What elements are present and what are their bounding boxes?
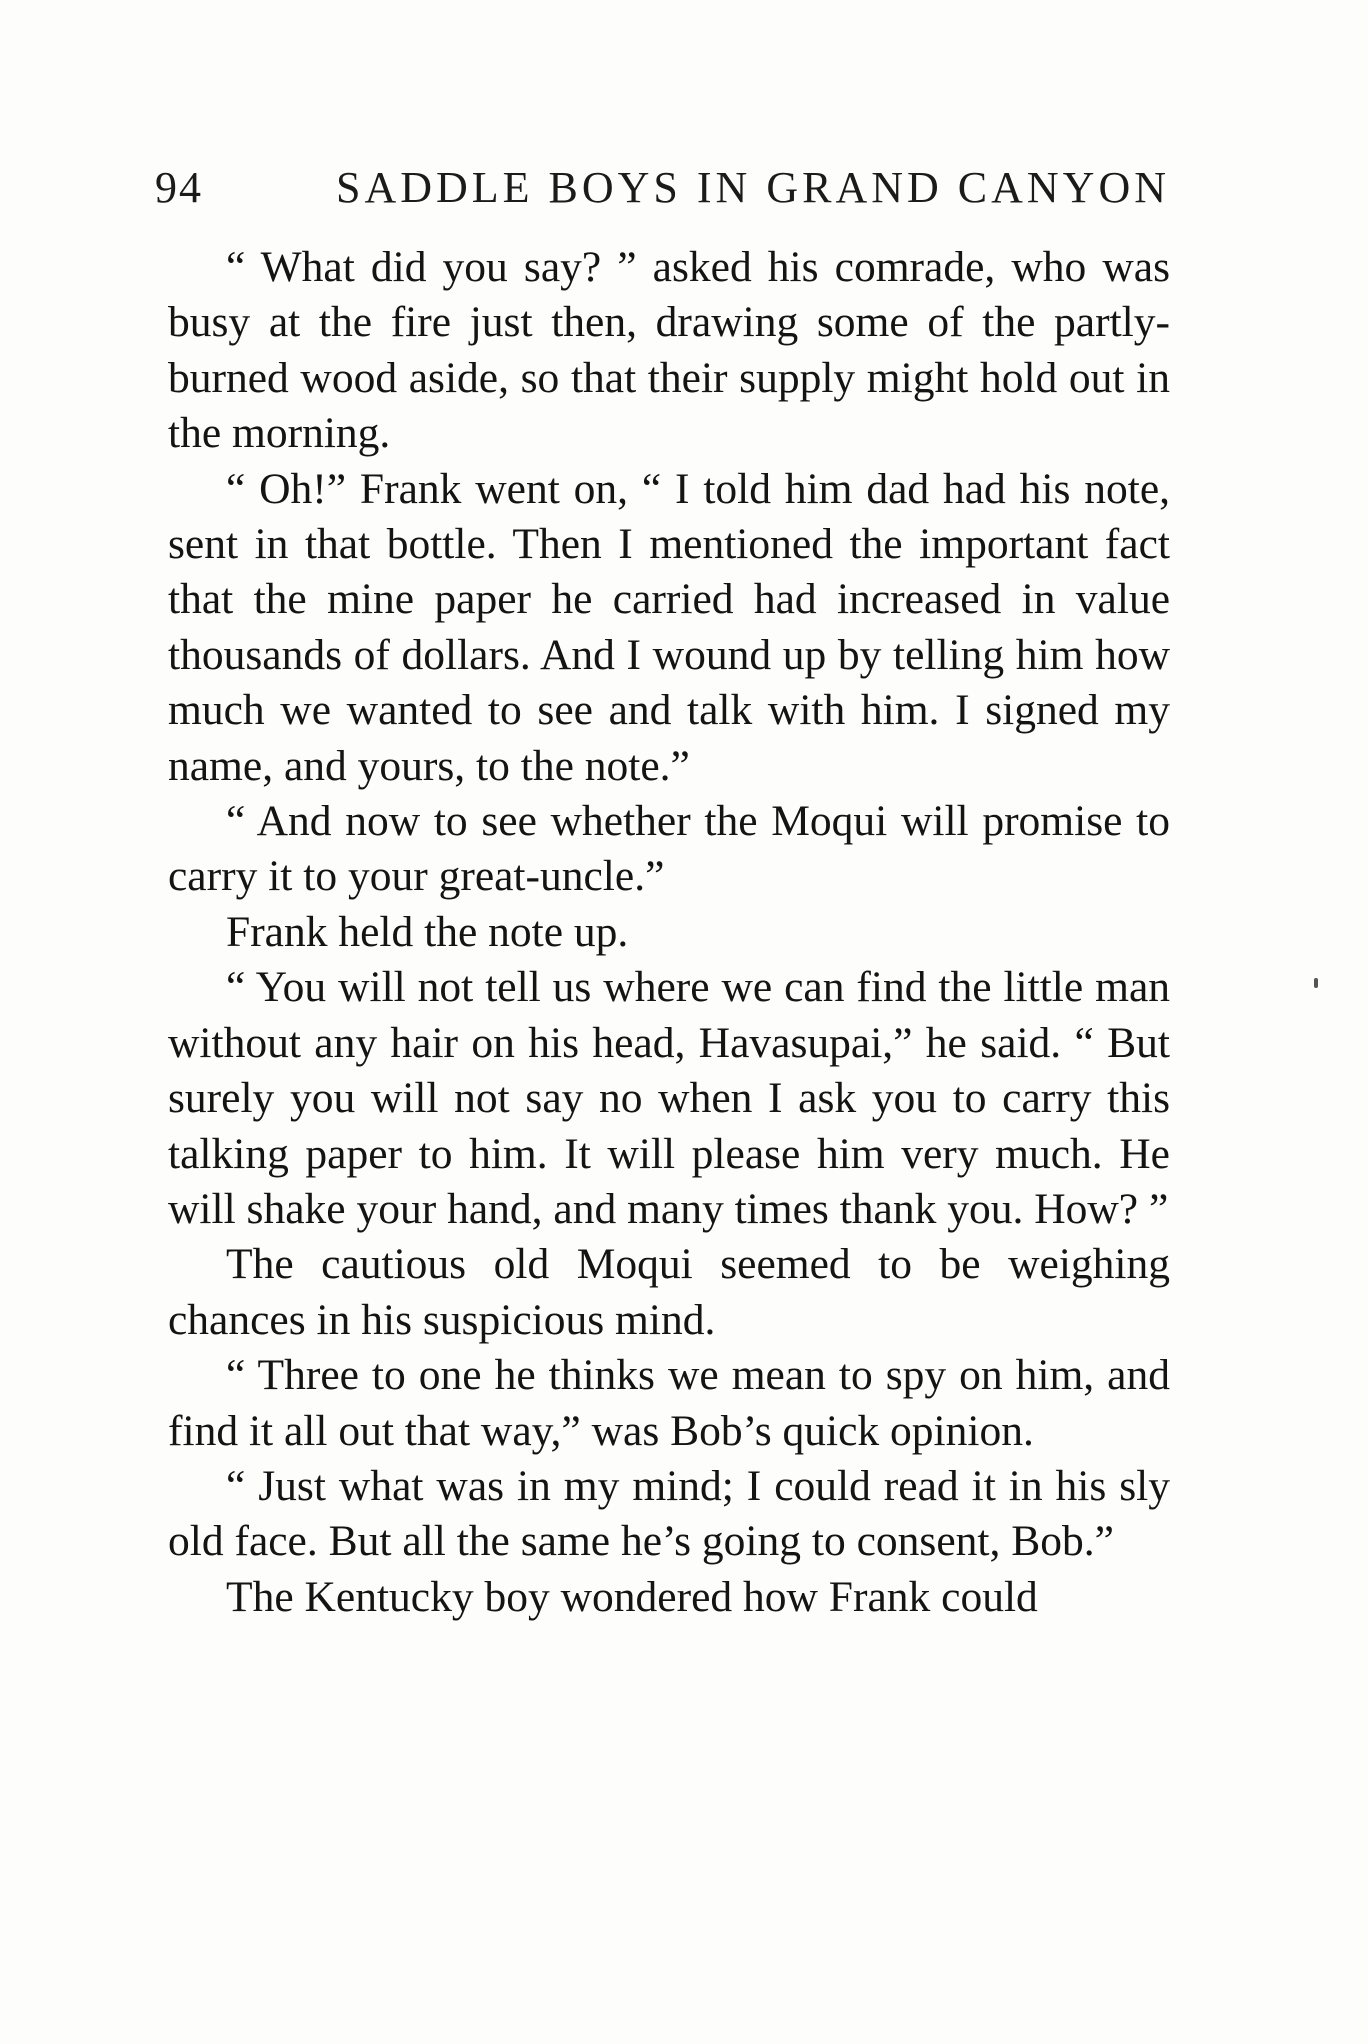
- paragraph: “ What did you say? ” asked his comrade, who was busy at the fire just then, drawing some of the partly-burned wood aside, so that their supply might hold out in the morning.: [168, 243, 1170, 458]
- paragraph: “ Oh!” Frank went on, “ I told him dad had his note, sent in that bottle. Then I mentioned the important fact that the mine paper he carried had increased in value thousands of dollars. And I wound up by telling him how much we wanted to see and talk with him. I signed my name, and yours, to the note.”: [168, 464, 1170, 790]
- print-speck: [1314, 978, 1318, 988]
- running-title: SADDLE BOYS IN GRAND CANYON: [335, 163, 1170, 212]
- paragraph: “ Just what was in my mind; I could read it in his sly old face. But all the same he’s going to consent, Bob.”: [168, 1461, 1170, 1566]
- paragraph: “ You will not tell us where we can find the little man without any hair on his head, Havasupai,” he said. “ But surely you will not say no when I ask you to carry this talking paper to him. It will please him very much. He will shake your hand, and many times thank you. How? ”: [168, 963, 1170, 1233]
- paragraph: “ And now to see whether the Moqui will promise to carry it to your great-uncle.”: [168, 797, 1170, 901]
- page-header: [155, 160, 1170, 216]
- paragraph: Frank held the note up.: [226, 907, 629, 956]
- page-number: 94: [155, 163, 203, 212]
- paragraph: The Kentucky boy wondered how Frank could: [226, 1572, 1038, 1621]
- paragraph: The cautious old Moqui seemed to be weighing chances in his suspicious mind.: [168, 1240, 1170, 1344]
- body-text: [168, 240, 1170, 1625]
- paragraph: “ Three to one he thinks we mean to spy on him, and find it all out that way,” was Bob’s quick opinion.: [168, 1351, 1170, 1455]
